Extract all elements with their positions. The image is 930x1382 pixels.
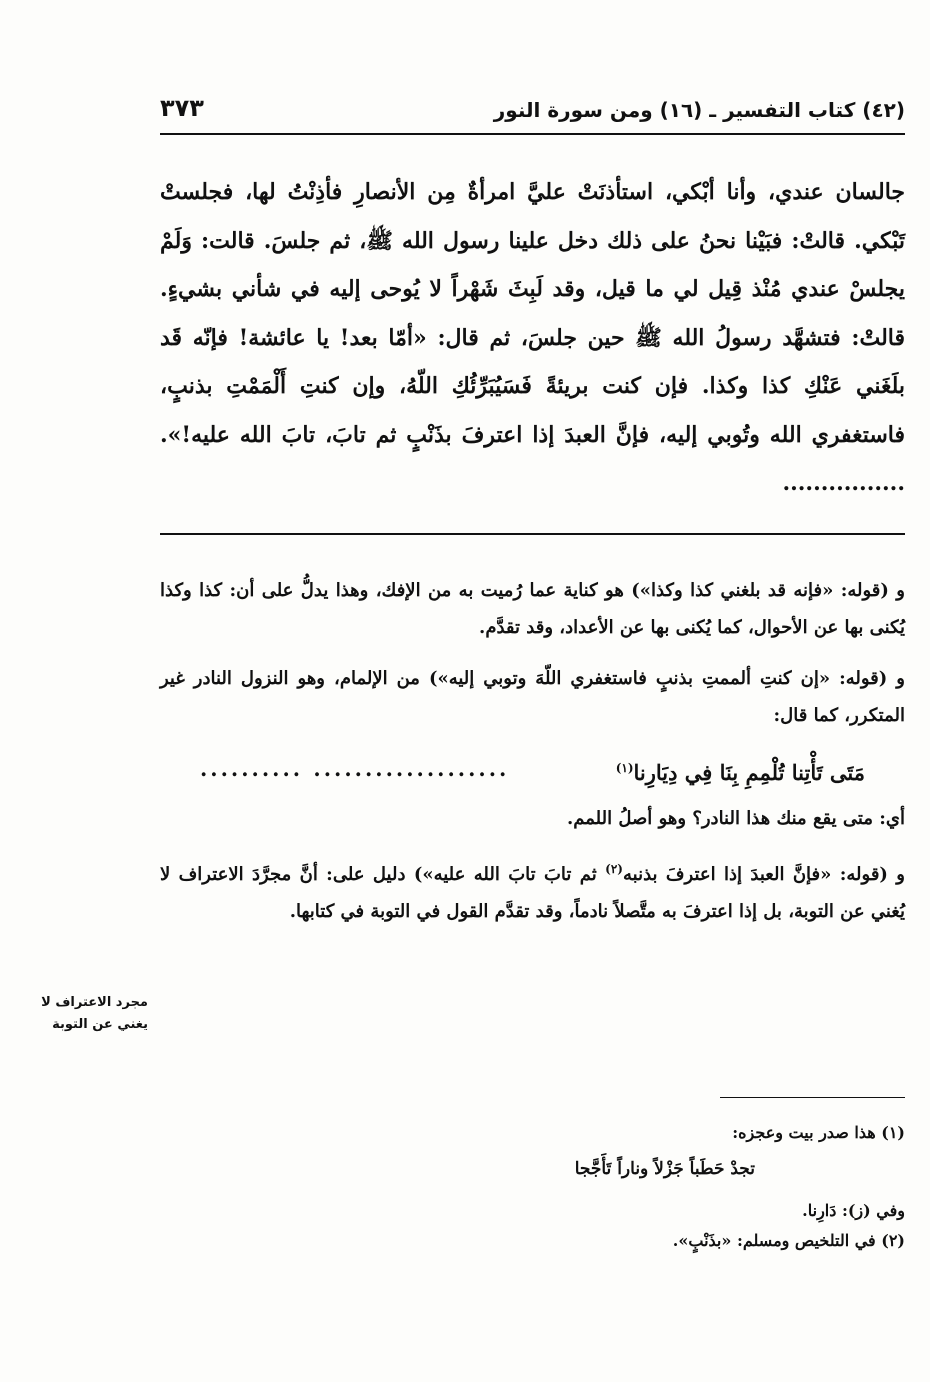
footnote-rule [720, 1097, 905, 1098]
margin-note: مجرد الاعتراف لا يغني عن التوبة [41, 995, 148, 1032]
commentary-paragraph-3: أي: متى يقع منك هذا النادر؟ وهو أصلُ اللمم. [567, 808, 905, 829]
footnote-1-note: وفي (ز): دَارِنا. [802, 1201, 905, 1220]
commentary-paragraph-2: و (قوله: «إن كنتِ ألممتِ بذنبٍ فاستغفري اللّهَ وتوبي إليه») من الإلمام، وهو النزول النادر غير المتكرر، كما قال: [160, 668, 905, 726]
commentary-paragraph-4 [160, 851, 905, 930]
hadith-paragraph [160, 168, 905, 508]
verse-line [616, 750, 865, 791]
paragraph-4-end: ثم تابَ تابَ الله عليه») دليل على: أنَّ مجرَّدَ الاعتراف لا يُغني عن التوبة، بل إذا اعترفَ به متَّصلاً نادماً، وقد تقدَّم القول في التوبة في كتابها. [160, 864, 905, 922]
footnote-1-verse: تجدْ حَطَباً جَزْلاً وناراً تَأَجَّجا [574, 1159, 755, 1179]
running-header [160, 92, 905, 132]
text-divider [160, 533, 905, 535]
commentary-section [160, 572, 905, 944]
poetry-verse [160, 748, 905, 796]
hadith-text [160, 168, 905, 508]
page-number: ٣٧٣ [160, 94, 204, 122]
commentary-paragraph-1: و (قوله: «فإنه قد بلغني كذا وكذا») هو كناية عما رُميت به من الإفك، وهذا يدلُّ على أن: كذا وكذا يُكنى بها عن الأحوال، كما يُكنى بها عن الأعداد، وقد تقدَّم. [160, 580, 905, 638]
footnote-2: (٢) في التلخيص ومسلم: «بذَنْبٍ». [672, 1231, 905, 1250]
chapter-title: (٤٢) كتاب التفسير ـ (١٦) ومن سورة النور [493, 98, 905, 122]
footnotes [160, 1118, 905, 1256]
paragraph-4-start: و (قوله: «فإنَّ العبدَ إذا اعترفَ بذنبه [622, 864, 905, 885]
verse-ellipsis: ................... .......... [200, 756, 510, 781]
hadith-body: جالسان عندي، وأنا أبْكي، استأذنَتْ عليَّ امرأةٌ مِن الأنصارِ فأذِنْتُ لها، فجلستْ تَبْكي. قالتْ: فبَيْنا نحنُ على ذلك دخل علينا رسول الله ﷺ، ثم جلسَ. قالت: وَلَمْ يجلسْ عندي مُنْذ قِيل لي ما قيل، وقد لَبِثَ شَهْراً لا يُوحى إليه في شأني بشيءٍ. قالتْ: فتشهَّد رسولُ الله ﷺ حين جلسَ، ثم قال: «أمّا بعد! يا عائشة! فإنّه قَد بلَغَني عَنْكِ كذا وكذا. فإن كنت بريئةً فَسَيُبَرِّئُكِ اللّهُ، وإن كنتِ أَلْمَمْتِ بذنبٍ، فاستغفري الله وتُوبي إليه، فإنَّ العبدَ إذا اعترفَ بذَنْبٍ ثم تابَ، تابَ الله عليه!». [160, 179, 905, 448]
footnote-ref-2: (٢) [605, 862, 623, 876]
hadith-ellipsis: ................ [782, 470, 905, 496]
footnote-1: (١) هذا صدر بيت وعجزه: [732, 1123, 905, 1142]
verse-text: مَتَى تَأْتِنا تُلْمِمِ بِنَا فِي دِيَارِنا [633, 760, 865, 785]
header-rule [160, 133, 905, 135]
footnote-ref-1: (١) [615, 761, 634, 775]
